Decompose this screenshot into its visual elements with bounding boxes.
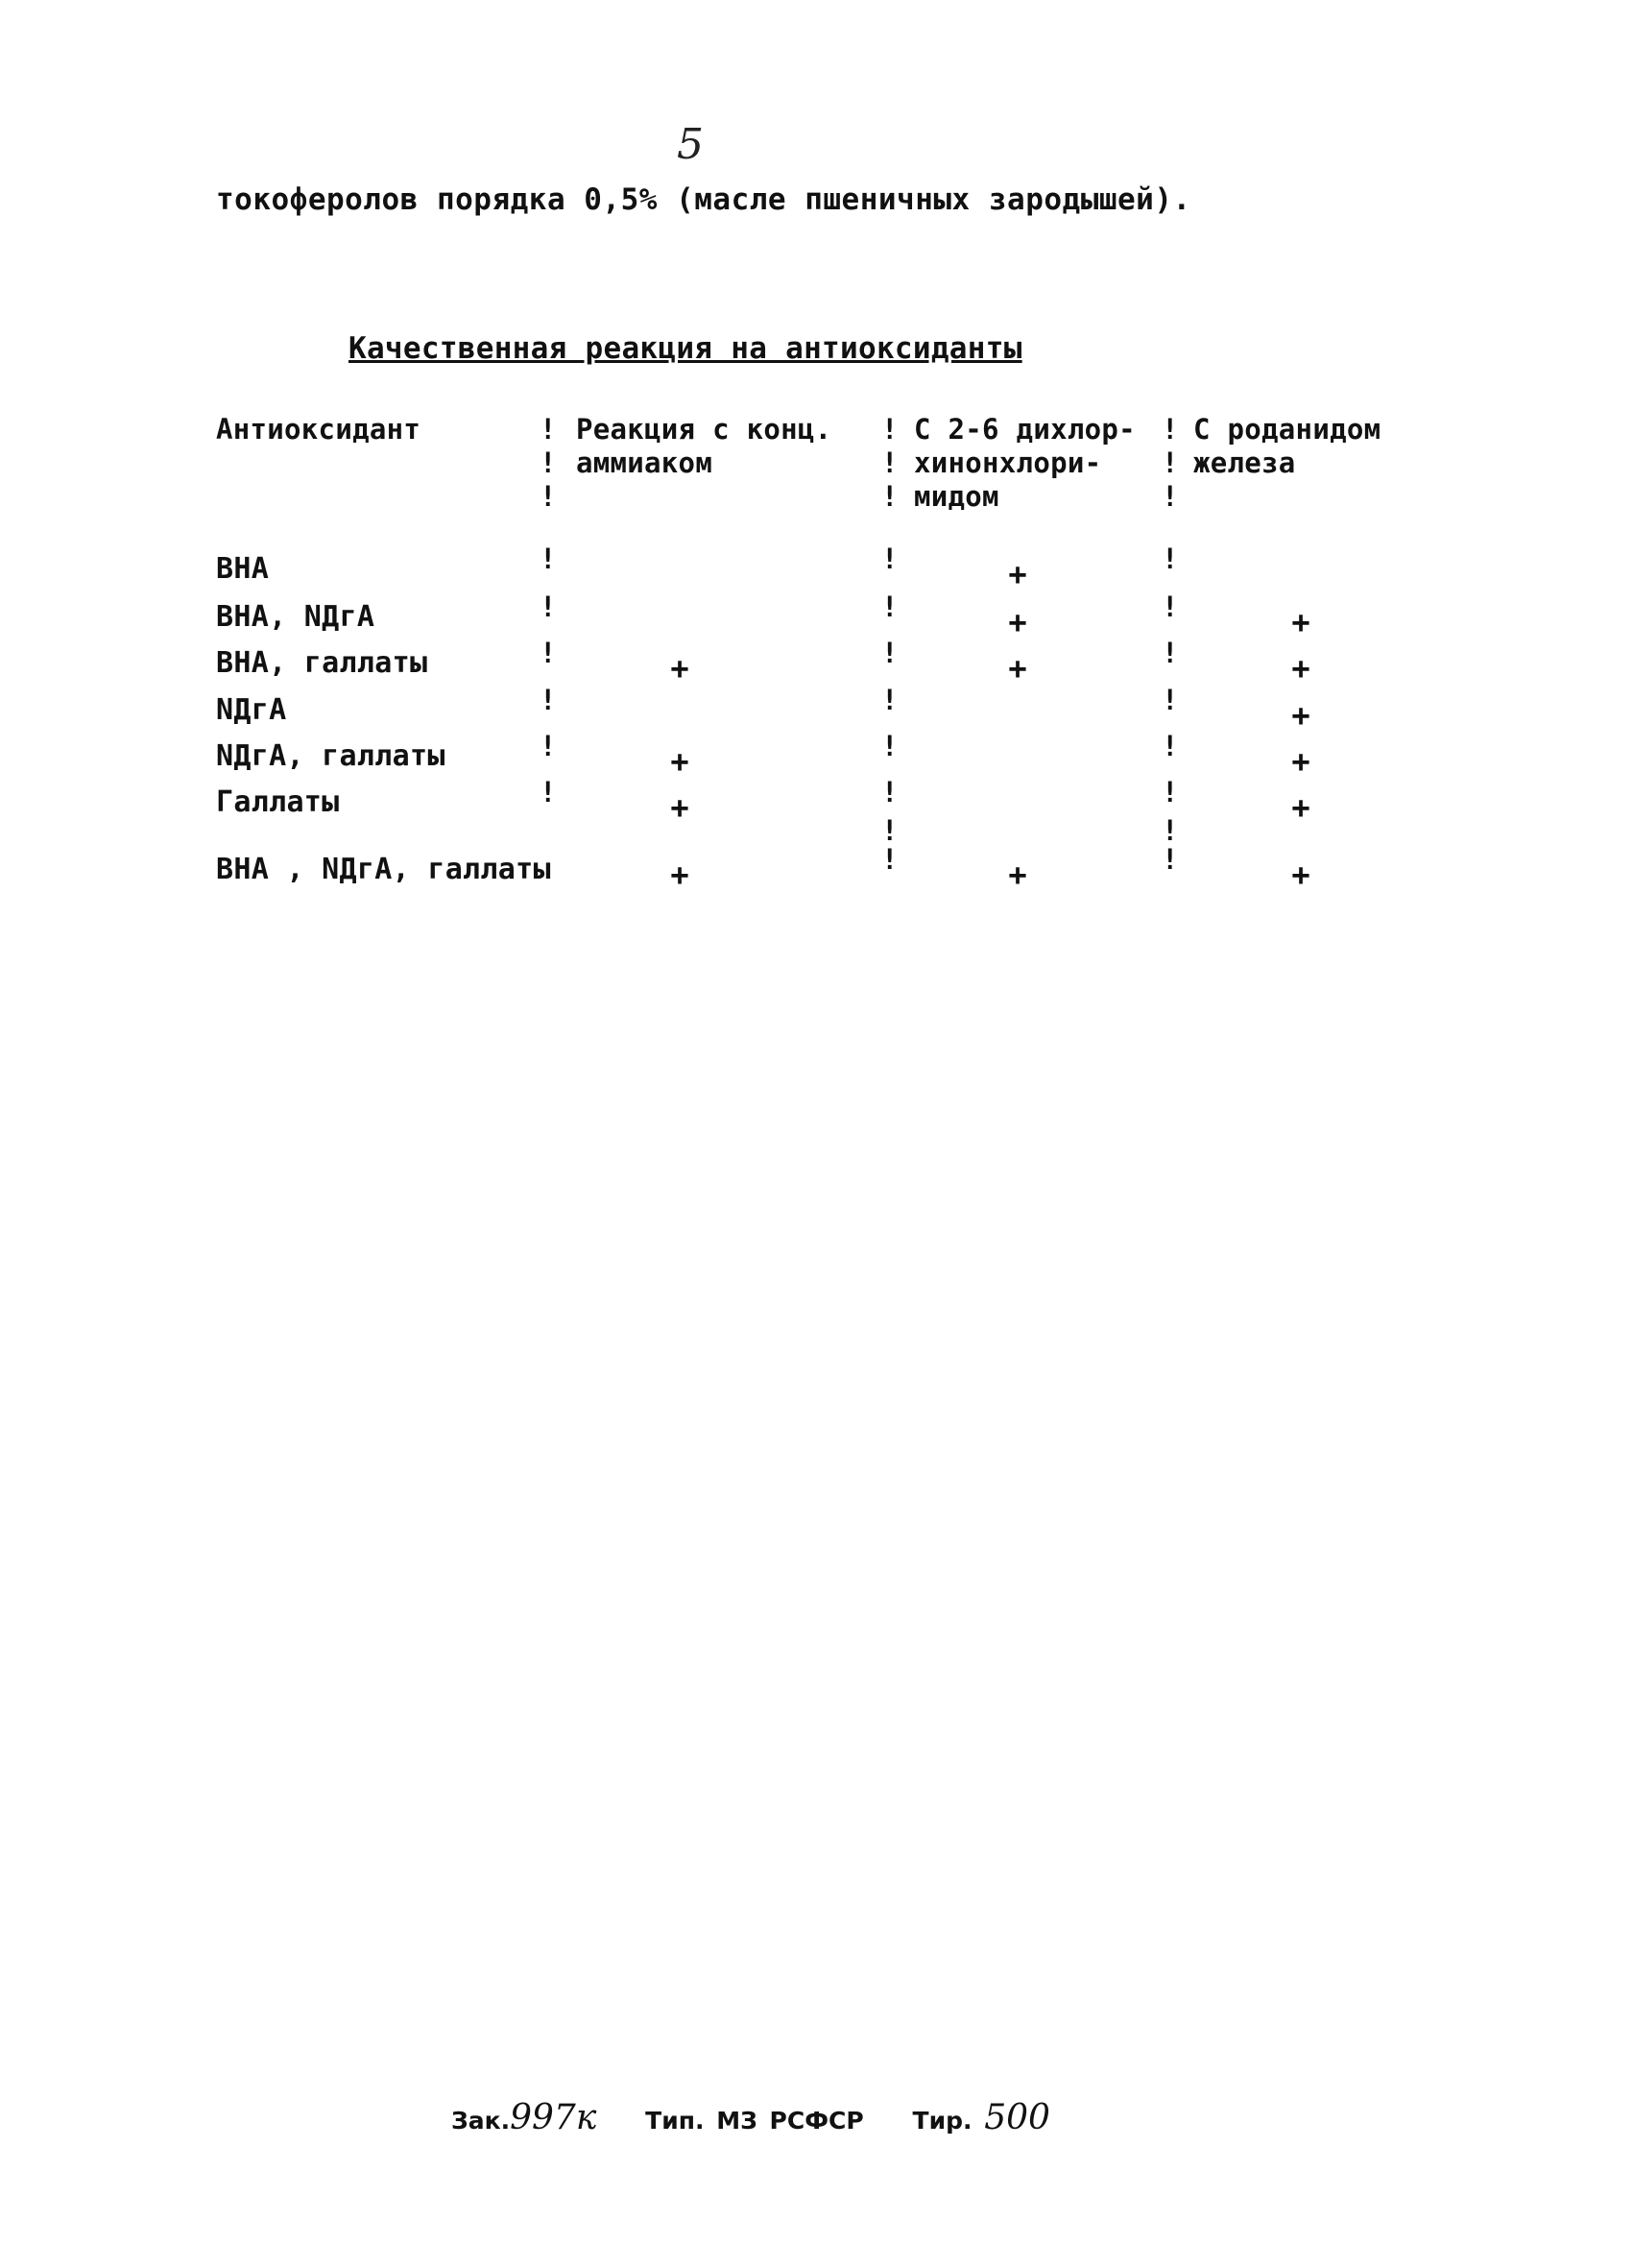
page-number: 5	[677, 120, 704, 169]
reaction-mark-dichlor: +	[1008, 556, 1027, 592]
printer-name: Тип. МЗ РСФСР	[645, 2107, 864, 2135]
reaction-mark-ammonia: +	[670, 650, 689, 687]
column-separator: !	[881, 814, 899, 847]
column-separator: !	[1162, 684, 1179, 716]
row-label: Галлаты	[216, 785, 340, 819]
column-separator: !	[881, 591, 899, 623]
column-separator: !	[881, 776, 899, 808]
column-separator: !	[540, 591, 557, 623]
column-separator: !	[881, 730, 899, 762]
column-separator: !	[1162, 843, 1179, 876]
row-label: ВНА , NДгА, галлаты	[216, 853, 551, 886]
reaction-mark-rhodanide: +	[1291, 789, 1310, 826]
order-prefix: Зак.	[451, 2107, 511, 2135]
column-separator: !	[1162, 814, 1179, 847]
reaction-mark-ammonia: +	[670, 789, 689, 826]
print-footer	[451, 2098, 1050, 2137]
row-label: ВНА	[216, 552, 270, 586]
reaction-mark-dichlor: +	[1008, 857, 1027, 893]
row-label: ВНА, NДгА	[216, 600, 375, 634]
reaction-mark-rhodanide: +	[1291, 743, 1310, 780]
column-separator: !	[1162, 776, 1179, 808]
column-separator: !	[540, 776, 557, 808]
column-separator: !	[1162, 591, 1179, 623]
reaction-mark-ammonia: +	[670, 743, 689, 780]
column-separator: !	[881, 543, 899, 575]
run-prefix: Тир.	[912, 2107, 973, 2135]
reaction-mark-ammonia: +	[670, 857, 689, 893]
intro-text: токоферолов порядка 0,5% (масле пшеничных зародышей).	[216, 182, 1191, 217]
row-label: ВНА, галлаты	[216, 646, 428, 680]
reaction-mark-rhodanide: +	[1291, 857, 1310, 893]
header-ammonia: Реакция с конц. аммиаком	[576, 413, 832, 479]
run-number: 500	[984, 2098, 1050, 2137]
reaction-mark-rhodanide: +	[1291, 697, 1310, 734]
reaction-mark-rhodanide: +	[1291, 604, 1310, 640]
column-separator: !	[540, 684, 557, 716]
row-label: NДгА, галлаты	[216, 739, 445, 773]
column-separator: !	[881, 684, 899, 716]
reaction-mark-rhodanide: +	[1291, 650, 1310, 687]
table-title: Качественная реакция на антиоксиданты	[348, 331, 1022, 366]
column-separator: !	[540, 637, 557, 669]
column-separator: !	[1162, 637, 1179, 669]
column-separator: !	[1162, 543, 1179, 575]
column-separator: !	[881, 637, 899, 669]
column-separator: ! ! !	[540, 413, 557, 513]
column-separator: ! ! !	[881, 413, 899, 513]
column-separator: ! ! !	[1162, 413, 1179, 513]
order-number: 997к	[510, 2098, 597, 2137]
column-separator: !	[540, 730, 557, 762]
row-label: NДгА	[216, 693, 287, 727]
header-rhodanide: С роданидом железа	[1193, 413, 1381, 479]
header-dichlor: С 2-6 дихлор- хинонхлори- мидом	[914, 413, 1136, 513]
reaction-mark-dichlor: +	[1008, 650, 1027, 687]
header-antioxidant: Антиоксидант	[216, 413, 421, 446]
column-separator: !	[881, 843, 899, 876]
column-separator: !	[1162, 730, 1179, 762]
column-separator: !	[540, 543, 557, 575]
reaction-mark-dichlor: +	[1008, 604, 1027, 640]
